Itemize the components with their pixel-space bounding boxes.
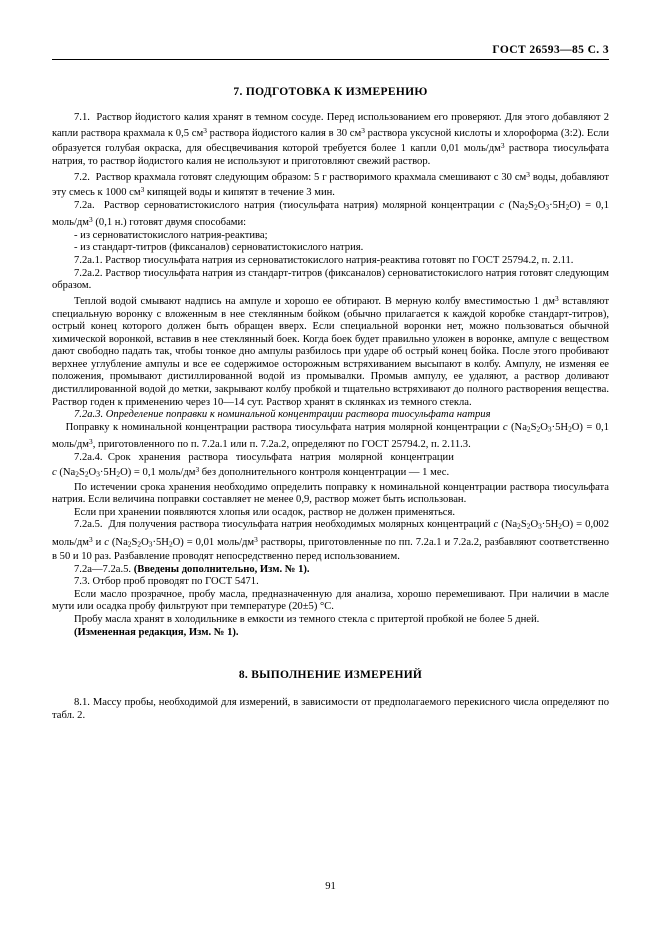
paragraph-7-3-body: Если масло прозрачное, пробу масла, предназначенную для анализа, хорошо перемешивают. При наличии в масле мути или осадка пробу фильтруют при температуре (20±5) °С. — [52, 588, 609, 613]
paragraph-7-2a-4-body: По истечении срока хранения необходимо определить поправку к номинальной концентрации раствора тиосульфата натрия. Если величина поправки составляет не менее 0,9, раствор может быть использован. — [52, 481, 609, 506]
paragraph-7-2a-4-body-2: Если при хранении появляются хлопья или осадок, раствор не должен применяться. — [74, 506, 456, 518]
paragraph-7-2a-note: 7.2а—7.2а.5. (Введены дополнительно, Изм. № 1). — [74, 563, 310, 575]
paragraph-7-2a-2-body: Теплой водой смывают надпись на ампуле и хорошо ее обтирают. В мерную колбу вместимостью 1 $дм^3$ вставляют специальную воронку с вложенным в нее стеклянным бойком (обычно прилагается к каждой коробке стандарт-титров), острый конец которого должен быть обращен вверх. Если специальной воронки нет, можно пользоваться обычной химической воронкой, вставив в нее стеклянный боек. Когда боек будет правильно уложен в воронке, ампуле с веществом дают свободно падать так, чтобы тонкое дно ампулы разбилось при ударе об острый конец бойка. После этого пробивают верхнее углубление ампулы и все ее содержимое осторожным встряхиванием высыпают в колбу. Ампулу, не изменяя ее положения, промывают дистиллированной водой из промывалки. Промыв ампулу, ее удаляют, а раствор доливают дистиллированной водой до метки, закрывают колбу пробкой и тщательно встряхивают до полного растворения вещества. Раствор годен к применению через 10—14 сут. Раствор хранят в склянках из темного стекла. — [52, 293, 609, 408]
paragraph-7-2: 7.2. Раствор крахмала готовят следующим образом: 5 г растворимого крахмала смешивают с 30 $см^3$ воды, добавляют эту смесь к 1000 $см^3$ кипящей воды и кипятят в течение 3 мин. — [52, 169, 609, 199]
paragraph-7-2a-dash-1: - из серноватистокислого натрия-реактива; — [74, 229, 268, 241]
paragraph-7-2a: 7.2а. Раствор серноватистокислого натрия (тиосульфата натрия) молярной концентрации с $(Na_2S_2O_3\cdot 5H_2O) = 0,1$ моль/$дм^3$ (0,1 н.) готовят двумя способами: — [52, 199, 609, 229]
paragraph-7-3: 7.3. Отбор проб проводят по ГОСТ 5471. — [74, 576, 259, 588]
paragraph-7-2a-3-heading: 7.2а.3. Определение поправки к номинальной концентрации раствора тиосульфата натрия — [74, 409, 491, 421]
section-heading-8: 8. ВЫПОЛНЕНИЕ ИЗМЕРЕНИЙ — [238, 669, 423, 682]
page-header: ГОСТ 26593—85 С. 3 — [492, 44, 609, 56]
paragraph-7-2a-3-body: Поправку к номинальной концентрации раствора тиосульфата натрия молярной концентрации с $(Na_2S_2O_3\cdot 5H_2O) = 0,1$ моль/$дм^3$, приготовленного по п. 7.2а.1 или п. 7.2а.2, определяют по ГОСТ 25794.2, п. 2.11.3. — [52, 421, 609, 451]
paragraph-8-1: 8.1. Массу пробы, необходимой для измерений, в зависимости от предполагаемого перекисного числа определяют по табл. 2. — [52, 697, 609, 721]
paragraph-7-2a-5: 7.2а.5. Для получения раствора тиосульфата натрия необходимых молярных концентраций с $(Na_2S_2O_3\cdot 5H_2O) = 0,002$ моль/$дм^3$ и с $(Na_2S_2O_3\cdot 5H_2O) = 0,01$ моль/$дм^3$ растворы, приготовленные по пп. 7.2а.1 и 7.2а.2, разбавляют соответственно в 50 и 10 раз. Разбавление проводят непосредственно перед использованием. — [52, 519, 609, 562]
paragraph-7-3-note: (Измененная редакция, Изм. № 1). — [74, 626, 239, 638]
page-number: 91 — [325, 881, 336, 892]
paragraph-7-2a-dash-2: - из стандарт-титров (фиксаналов) серноватистокислого натрия. — [74, 242, 364, 254]
paragraph-7-1: 7.1. Раствор йодистого калия хранят в темном сосуде. Перед использованием его проверяют. Для этого добавляют 2 капли раствора крахмала к 0,5 $см^3$ раствора йодистого калия в 30 $см^3$ раствора уксусной кислоты и хлороформа (3:2). Если образуется голубая окраска, для обесцвечивания которой требуется более 1 капли 0,01 моль/$дм^3$ раствора тиосульфата натрия, то раствор йодистого калия не используют и приготовляют свежий раствор. — [52, 112, 610, 167]
header-divider — [52, 59, 609, 60]
paragraph-7-2a-1: 7.2а.1. Раствор тиосульфата натрия из серноватистокислого натрия-реактива готовят по ГОСТ 25794.2, п. 2.11. — [74, 255, 574, 267]
paragraph-7-2a-2: 7.2а.2. Раствор тиосульфата натрия из стандарт-титров (фиксаналов) серноватистокислого натрия готовят следующим образом. — [52, 267, 609, 292]
paragraph-7-2a-4: 7.2а.4. Срок хранения раствора тиосульфата натрия молярной концентрации с $(Na_2S_2O_3\cdot 5H_2O) = 0,1$ моль/$дм^3$ без дополнительного контроля концентрации — 1 мес. — [52, 451, 454, 480]
paragraph-7-3-body-2: Пробу масла хранят в холодильнике в емкости из темного стекла с притертой пробкой не более 5 дней. — [74, 613, 540, 625]
section-heading-7: 7. ПОДГОТОВКА К ИЗМЕРЕНИЮ — [233, 86, 428, 98]
